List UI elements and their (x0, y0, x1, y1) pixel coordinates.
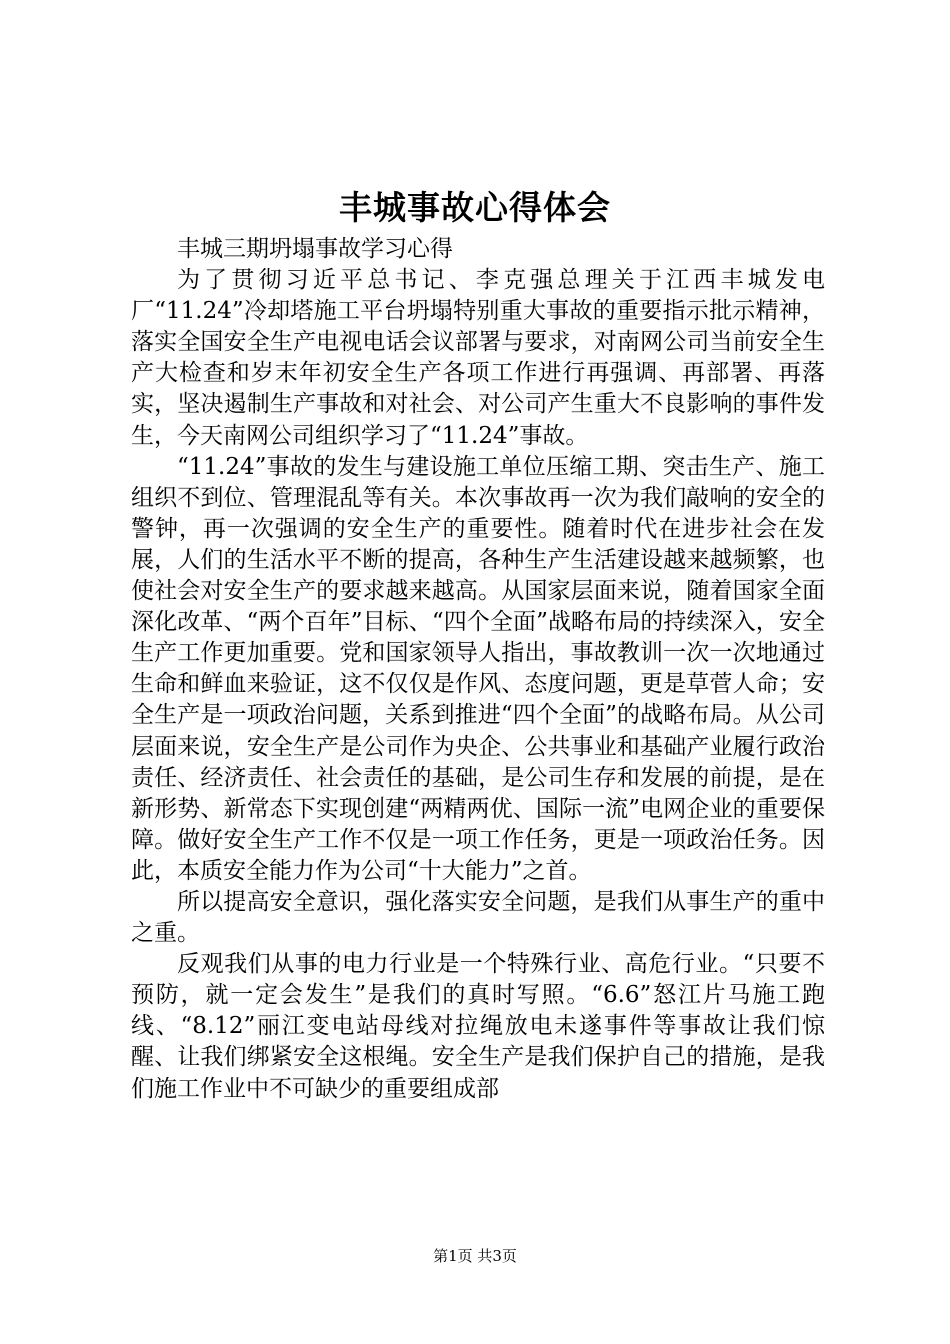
paragraph-2: “11.24”事故的发生与建设施工单位压缩工期、突击生产、施工组织不到位、管理混乱等有关。本次事故再一次为我们敲响的安全的警钟，再一次强调的安全生产的重要性。随着时代在进步社会在发展，人们的生活水平不断的提高，各种生产生活建设越来越频繁，也使社会对安全生产的要求越来越高。从国家层面来说，随着国家全面深化改革、“两个百年”目标、“四个全面”战略布局的持续深入，安全生产工作更加重要。党和国家领导人指出，事故教训一次一次地通过生命和鲜血来验证，这不仅仅是作风、态度问题，更是草菅人命；安全生产是一项政治问题，关系到推进“四个全面”的战略布局。从公司层面来说，安全生产是公司作为央企、公共事业和基础产业履行政治责任、经济责任、社会责任的基础，是公司生存和发展的前提，是在新形势、新常态下实现创建“两精两优、国际一流”电网企业的重要保障。做好安全生产工作不仅是一项工作任务，更是一项政治任务。因此，本质安全能力作为公司“十大能力”之首。 (131, 453, 825, 884)
paragraph-4: 反观我们从事的电力行业是一个特殊行业、高危行业。“只要不预防，就一定会发生”是我们的真时写照。“6.6”怒江片马施工跑线、“8.12”丽江变电站母线对拉绳放电未遂事件等事故让我们惊醒、让我们绑紧安全这根绳。安全生产是我们保护自己的措施，是我们施工作业中不可缺少的重要组成部 (131, 951, 825, 1102)
paragraph-3: 所以提高安全意识，强化落实安全问题，是我们从事生产的重中之重。 (131, 888, 825, 947)
paragraph-subtitle: 丰城三期坍塌事故学习心得 (177, 236, 453, 262)
paragraph-1: 为了贯彻习近平总书记、李克强总理关于江西丰城发电厂“11.24”冷却塔施工平台坍塌特别重大事故的重要指示批示精神，落实全国安全生产电视电话会议部署与要求，对南网公司当前安全生产大检查和岁末年初安全生产各项工作进行再强调、再部署、再落实，坚决遏制生产事故和对社会、对公司产生重大不良影响的事件发生，今天南网公司组织学习了“11.24”事故。 (131, 267, 825, 449)
document-body (131, 234, 825, 1105)
page-number-footer: 第1页 共3页 (433, 1247, 517, 1265)
document-title: 丰城事故心得体会 (339, 188, 611, 227)
